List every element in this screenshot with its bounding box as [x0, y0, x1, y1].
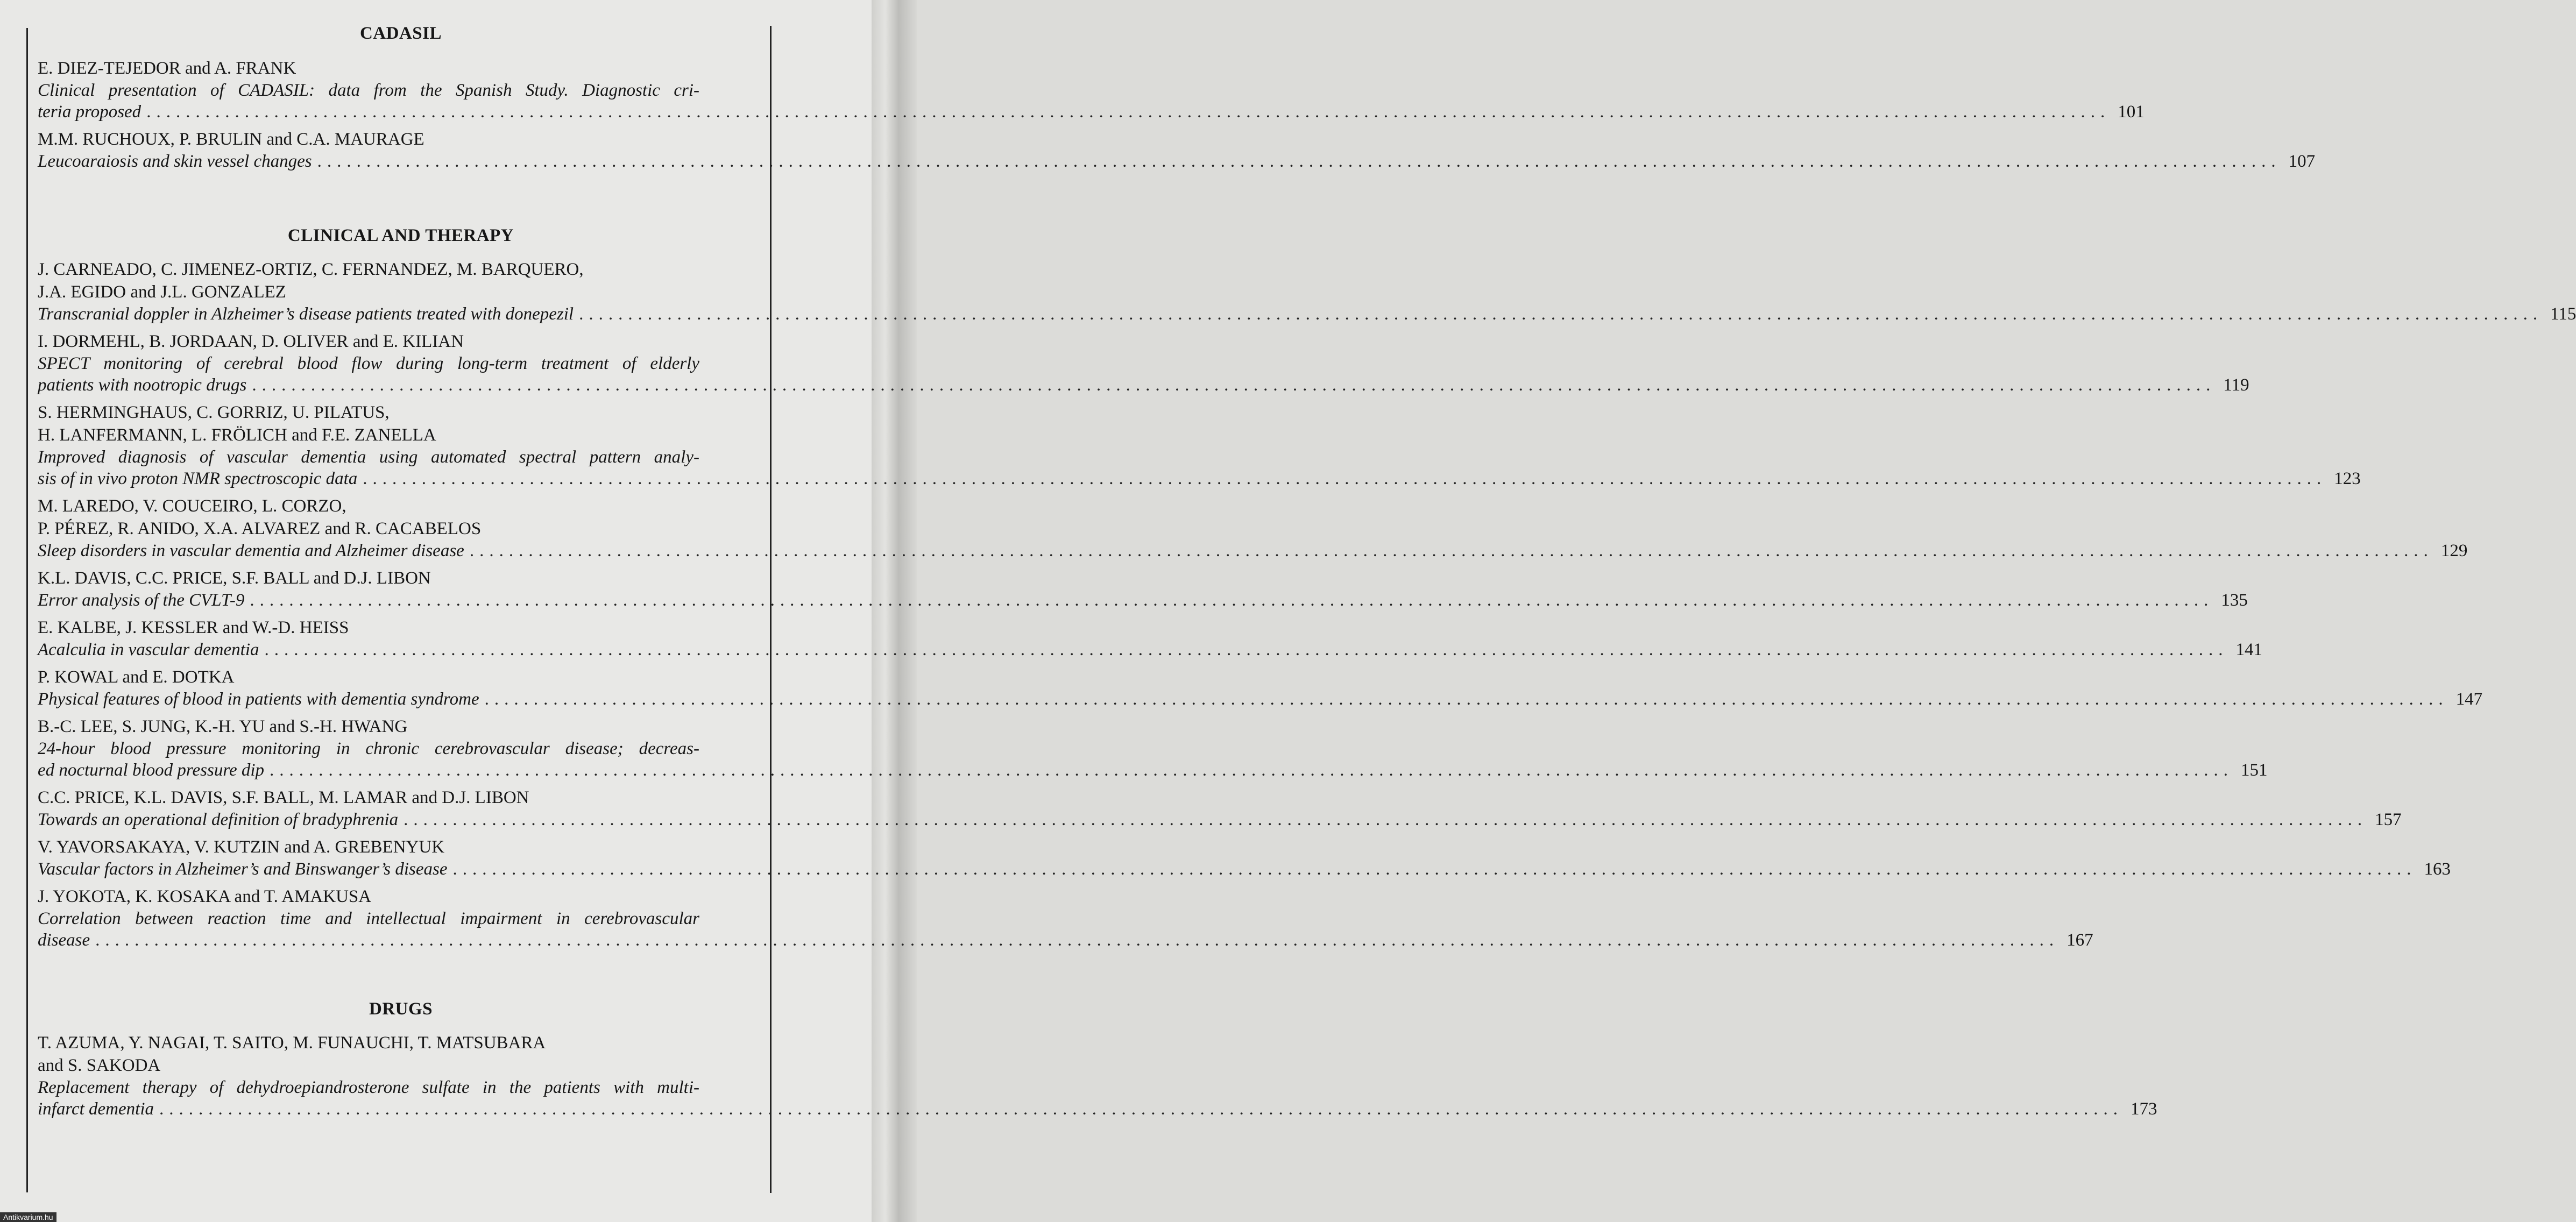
entry-title-last-line: infarct dementia: [38, 1099, 154, 1119]
dot-leader: ........................................................................................................................................................................................................: [363, 469, 2327, 488]
entry-leader-line: [38, 374, 2249, 396]
toc-entry[interactable]: [38, 836, 2451, 880]
page-number: 129: [2440, 541, 2468, 560]
entry-leader-line: [38, 101, 2145, 123]
entry-authors: C.C. PRICE, K.L. DAVIS, S.F. BALL, M. LAMAR and D.J. LIBON: [38, 788, 529, 807]
entry-authors: I. DORMEHL, B. JORDAAN, D. OLIVER and E. KILIAN: [38, 332, 464, 351]
dot-leader: ........................................................................................................................................................................................................: [252, 375, 2216, 395]
entry-authors: P. PÉREZ, R. ANIDO, X.A. ALVAREZ and R. CACABELOS: [38, 519, 482, 538]
entry-authors: K.L. DAVIS, C.C. PRICE, S.F. BALL and D.J. LIBON: [38, 569, 431, 588]
toc-entry[interactable]: [38, 715, 2268, 781]
entry-leader-line: [38, 468, 2361, 489]
entry-title-last-line: Sleep disorders in vascular dementia and Alzheimer disease: [38, 541, 464, 560]
page-edge: [872, 0, 917, 1222]
toc-entry[interactable]: [38, 495, 2468, 562]
dot-leader: ........................................................................................................................................................................................................: [469, 541, 2433, 560]
toc-entry[interactable]: [38, 885, 2093, 951]
entry-title-last-line: Acalculia in vascular dementia: [38, 640, 259, 659]
entry-title-line: Improved diagnosis of vascular dementia using automated spectral pattern analy-: [38, 447, 699, 467]
entry-title-line: Clinical presentation of CADASIL: data from the Spanish Study. Diagnostic cri-: [38, 81, 699, 100]
entry-authors: S. HERMINGHAUS, C. GORRIZ, U. PILATUS,: [38, 403, 390, 422]
entry-title-line: Replacement therapy of dehydroepiandrosterone sulfate in the patients with multi-: [38, 1078, 699, 1097]
toc-section: [38, 224, 2576, 951]
entry-leader-line: [38, 858, 2451, 880]
entry-authors: T. AZUMA, Y. NAGAI, T. SAITO, M. FUNAUCHI, T. MATSUBARA: [38, 1033, 546, 1053]
entry-title-last-line: disease: [38, 930, 90, 950]
page-number: 141: [2235, 640, 2262, 659]
entry-title-last-line: teria proposed: [38, 102, 141, 122]
page-number: 123: [2334, 469, 2361, 488]
entry-authors: B.-C. LEE, S. JUNG, K.-H. YU and S.-H. HWANG: [38, 717, 408, 736]
entry-authors: H. LANFERMANN, L. FRÖLICH and F.E. ZANELLA: [38, 425, 436, 445]
dot-leader: ........................................................................................................................................................................................................: [317, 152, 2281, 171]
entry-leader-line: [38, 929, 2093, 951]
table-of-contents: [38, 22, 2576, 1120]
page-number: 119: [2223, 375, 2249, 395]
entry-leader-line: [38, 303, 2576, 325]
entry-title-last-line: Physical features of blood in patients with dementia syndrome: [38, 690, 479, 709]
left-rule: [26, 28, 28, 1192]
page-number: 167: [2067, 930, 2093, 950]
page-number: 115: [2550, 304, 2576, 324]
entry-leader-line: [38, 151, 2316, 172]
entry-title-last-line: Leucoaraiosis and skin vessel changes: [38, 152, 312, 171]
toc-entry[interactable]: [38, 616, 2262, 660]
toc-entry[interactable]: [38, 1032, 2157, 1120]
toc-entry[interactable]: [38, 128, 2316, 172]
toc-entry[interactable]: [38, 330, 2249, 396]
entry-leader-line: [38, 759, 2268, 781]
toc-section: [38, 997, 2157, 1120]
dot-leader: ........................................................................................................................................................................................................: [95, 930, 2060, 950]
toc-section: [38, 22, 2316, 172]
entry-leader-line: [38, 809, 2402, 830]
dot-leader: ........................................................................................................................................................................................................: [404, 810, 2368, 829]
entry-title-last-line: sis of in vivo proton NMR spectroscopic data: [38, 469, 358, 488]
page-number: 151: [2241, 761, 2268, 780]
entry-authors: E. DIEZ-TEJEDOR and A. FRANK: [38, 59, 296, 78]
page-number: 163: [2424, 859, 2451, 879]
entry-leader-line: [38, 540, 2468, 562]
entry-title-line: Correlation between reaction time and intellectual impairment in cerebrovascular: [38, 909, 699, 928]
entry-leader-line: [38, 1098, 2157, 1120]
entry-title-last-line: Transcranial doppler in Alzheimer’s disease patients treated with donepezil: [38, 304, 574, 324]
entry-leader-line: [38, 688, 2483, 710]
entry-authors: J.A. EGIDO and J.L. GONZALEZ: [38, 282, 286, 302]
entry-authors: M.M. RUCHOUX, P. BRULIN and C.A. MAURAGE: [38, 130, 424, 149]
toc-entry[interactable]: [38, 258, 2576, 325]
page-number: 135: [2221, 591, 2248, 610]
entry-title-last-line: ed nocturnal blood pressure dip: [38, 761, 265, 780]
entry-authors: E. KALBE, J. KESSLER and W.-D. HEISS: [38, 618, 349, 637]
page-number: 173: [2130, 1099, 2157, 1119]
dot-leader: ........................................................................................................................................................................................................: [264, 640, 2228, 659]
page-number: 147: [2455, 690, 2483, 709]
dot-leader: ........................................................................................................................................................................................................: [484, 690, 2448, 709]
entry-authors: J. YOKOTA, K. KOSAKA and T. AMAKUSA: [38, 887, 372, 906]
watermark: Antikvarium.hu: [0, 1212, 56, 1222]
entry-authors: P. KOWAL and E. DOTKA: [38, 667, 235, 687]
toc-entry[interactable]: [38, 567, 2248, 611]
toc-entry[interactable]: [38, 666, 2483, 710]
section-title: DRUGS: [369, 999, 433, 1019]
dot-leader: ........................................................................................................................................................................................................: [250, 591, 2214, 610]
toc-entry[interactable]: [38, 401, 2361, 489]
toc-entry[interactable]: [38, 57, 2145, 123]
entry-title-last-line: Towards an operational definition of bradyphrenia: [38, 810, 399, 829]
dot-leader: ........................................................................................................................................................................................................: [579, 304, 2543, 324]
entry-title-line: SPECT monitoring of cerebral blood flow during long-term treatment of elderly: [38, 354, 699, 373]
entry-authors: M. LAREDO, V. COUCEIRO, L. CORZO,: [38, 496, 346, 516]
dot-leader: ........................................................................................................................................................................................................: [270, 761, 2234, 780]
entry-leader-line: [38, 639, 2262, 660]
toc-entry[interactable]: [38, 786, 2402, 830]
page-number: 107: [2288, 152, 2316, 171]
entry-title-last-line: Vascular factors in Alzheimer’s and Binswanger’s disease: [38, 859, 448, 879]
page-number: 157: [2375, 810, 2402, 829]
section-title: CADASIL: [359, 24, 442, 43]
section-title: CLINICAL AND THERAPY: [287, 226, 514, 245]
entry-authors: and S. SAKODA: [38, 1056, 161, 1075]
entry-title-last-line: patients with nootropic drugs: [38, 375, 247, 395]
entry-title-last-line: Error analysis of the CVLT-9: [38, 591, 245, 610]
dot-leader: ........................................................................................................................................................................................................: [159, 1099, 2123, 1119]
entry-leader-line: [38, 589, 2248, 611]
entry-title-line: 24-hour blood pressure monitoring in chronic cerebrovascular disease; decreas-: [38, 739, 699, 758]
entry-authors: J. CARNEADO, C. JIMENEZ-ORTIZ, C. FERNANDEZ, M. BARQUERO,: [38, 260, 584, 279]
dot-leader: ........................................................................................................................................................................................................: [452, 859, 2417, 879]
dot-leader: ........................................................................................................................................................................................................: [146, 102, 2111, 122]
entry-authors: V. YAVORSAKAYA, V. KUTZIN and A. GREBENYUK: [38, 837, 445, 857]
page-number: 101: [2118, 102, 2145, 122]
